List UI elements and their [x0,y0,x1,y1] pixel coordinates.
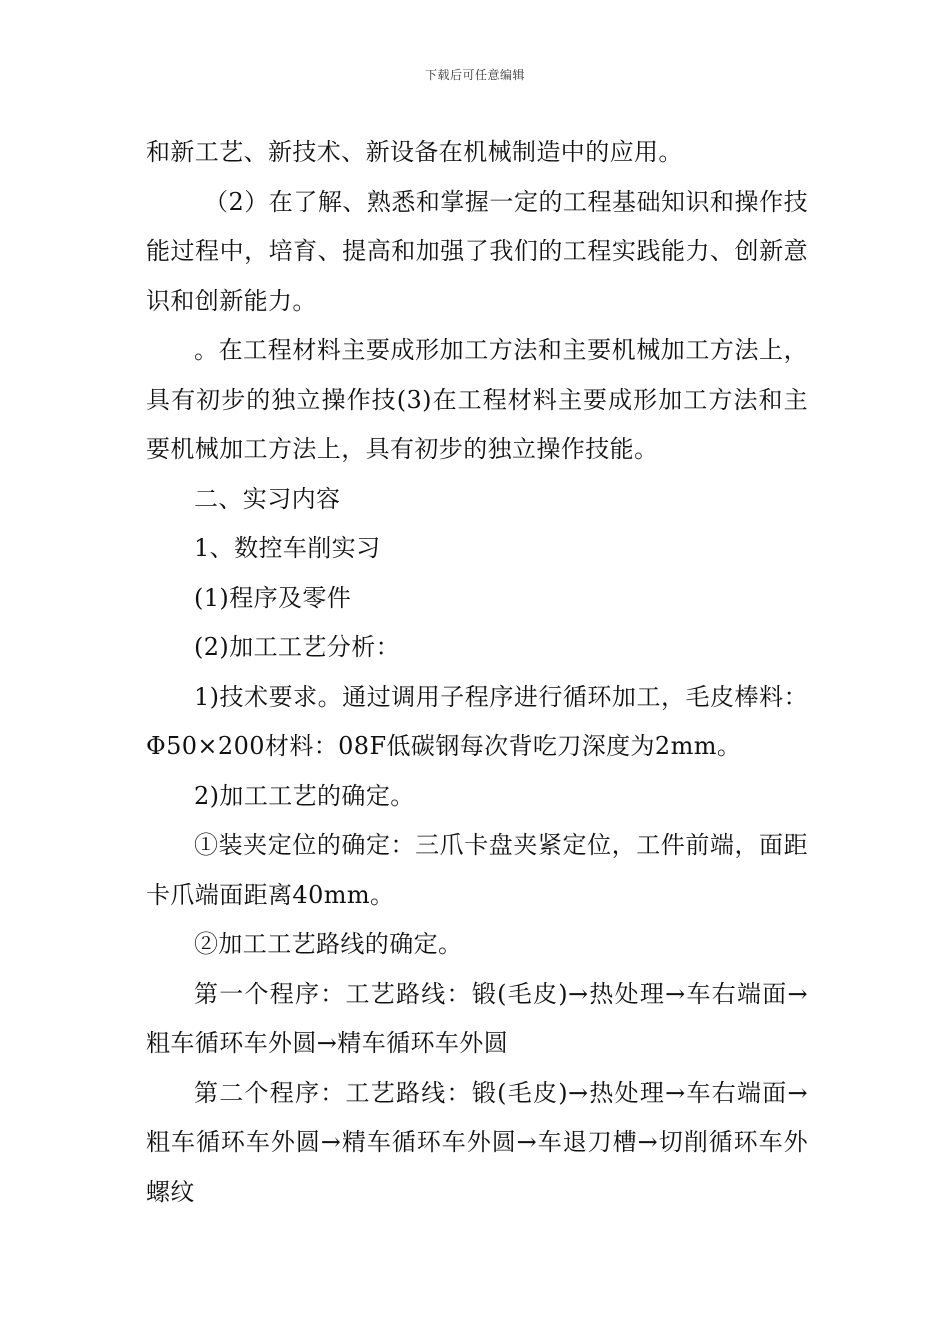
paragraph-3: 。在工程材料主要成形加工方法和主要机械加工方法上，具有初步的独立操作技(3)在工程材料主要成形加工方法和主要机械加工方法上，具有初步的独立操作技能。 [146,336,808,463]
paragraph-process-determination: 2)加工工艺的确定。 [194,781,415,810]
paragraph-first-program: 第一个程序：工艺路线：锻(毛皮)→热处理→车右端面→粗车循环车外圆→精车循环车外圆 [146,979,808,1057]
section-heading-internship-content: 二、实习内容 [194,484,341,513]
subsection-heading-cnc-turning: 1、数控车削实习 [194,534,381,562]
item-process-analysis: (2)加工工艺分析： [194,633,400,661]
paragraph-2: （2）在了解、熟悉和掌握一定的工程基础知识和操作技能过程中，培育、提高和加强了我们的工程实践能力、创新意识和创新能力。 [146,187,808,315]
paragraph-process-route: ②加工工艺路线的确定。 [194,930,463,958]
page-header: 下载后可任意编辑 [424,68,525,82]
document-body [146,128,808,1217]
paragraph-1: 和新工艺、新技术、新设备在机械制造中的应用。 [146,138,683,166]
paragraph-second-program: 第二个程序：工艺路线：锻(毛皮)→热处理→车右端面→粗车循环车外圆→精车循环车外圆→车退刀槽→切削循环车外螺纹 [146,1078,808,1206]
paragraph-technical-requirements: 1)技术要求。通过调用子程序进行循环加工，毛皮棒料：Φ50×200材料：08F低碳钢每次背吃刀深度为2mm。 [146,682,808,760]
paragraph-clamping-positioning: ①装夹定位的确定：三爪卡盘夹紧定位，工件前端，面距卡爪端面距离40mm。 [146,831,808,909]
item-program-and-parts: (1)程序及零件 [194,583,352,612]
